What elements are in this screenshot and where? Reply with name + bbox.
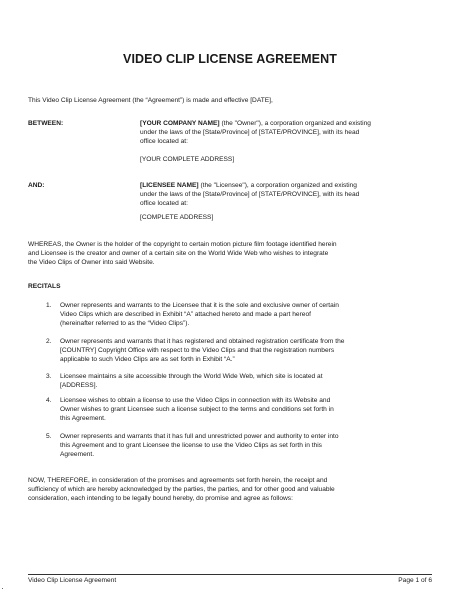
recital-line: (hereinafter referred to as the “Video Clips”).	[60, 320, 190, 328]
document-title: VIDEO CLIP LICENSE AGREEMENT	[123, 52, 337, 66]
owner-address: [YOUR COMPLETE ADDRESS]	[140, 156, 235, 163]
recital-line: Licensee wishes to obtain a license to use the Video Clips in connection with its Website and	[60, 397, 331, 404]
between-label: BETWEEN:	[28, 120, 64, 127]
and-label: AND:	[28, 182, 45, 189]
intro-paragraph: This Video Clip License Agreement (the “Agreement”) is made and effective [DATE],	[28, 97, 273, 104]
recital-line: this Agreement.	[60, 415, 106, 423]
licensee-party-line-1	[140, 181, 435, 190]
corner-mark	[2, 588, 3, 589]
recitals-heading: RECITALS	[28, 283, 61, 290]
recital-item	[46, 432, 438, 460]
recital-line: this Agreement and to grant Licensee the license to use the Video Clips as set forth in this	[60, 442, 322, 450]
licensee-party-block	[140, 181, 435, 209]
recital-number: 5.	[46, 433, 52, 440]
recital-number: 1.	[46, 302, 52, 309]
recital-line: applicable to such Video Clips are as set forth in Exhibit “A.”	[60, 356, 235, 364]
whereas-line: and Licensee is the creator and owner of a certain site on the World Wide Web who wishes to integrate	[28, 250, 329, 258]
recital-line: Owner wishes to grant Licensee such a license subject to the terms and conditions set forth in	[60, 406, 334, 414]
footer-divider	[28, 574, 432, 575]
licensee-address: [COMPLETE ADDRESS]	[140, 214, 214, 221]
recital-line: [COUNTRY] Copyright Office with respect to the Video Clips and that the registration numbers	[60, 347, 335, 355]
owner-party-block	[140, 119, 435, 147]
owner-party-line-1	[140, 119, 435, 128]
recital-line: Licensee maintains a site accessible through the World Wide Web, which site is located at	[60, 373, 323, 380]
recital-line: [ADDRESS].	[60, 382, 98, 390]
recital-item	[46, 337, 438, 365]
recital-line: Owner represents and warrants that it has registered and obtained registration certificate from the	[60, 338, 345, 345]
licensee-party-line-2: under the laws of the [State/Province] of [STATE/PROVINCE], with its head	[140, 191, 360, 199]
recital-number: 4.	[46, 397, 52, 404]
recital-item	[46, 396, 438, 424]
recital-item	[46, 301, 438, 329]
owner-party-line-3: office located at:	[140, 138, 188, 146]
recital-item	[46, 372, 438, 390]
now-therefore-line: consideration, each intending to be legally bound hereby, do promise and agree as follows:	[28, 495, 293, 503]
recital-number: 3.	[46, 373, 52, 380]
whereas-line: the Video Clips of Owner into said Website.	[28, 259, 155, 267]
recital-line: Video Clips which are described in Exhibit “A” attached hereto and made a part hereof	[60, 311, 311, 319]
whereas-paragraph	[28, 240, 438, 268]
now-therefore-line: NOW, THEREFORE, in consideration of the promises and agreements set forth herein, the receipt and	[28, 477, 328, 484]
footer-page-number: Page 1 of 6	[398, 577, 432, 584]
recital-line: Agreement.	[60, 451, 95, 459]
recital-number: 2.	[46, 338, 52, 345]
owner-line1-rest: (the "Owner"), a corporation organized and existing	[219, 120, 371, 127]
licensee-party-line-3: office located at:	[140, 200, 188, 208]
recital-line: Owner represents and warrants that it has full and unrestricted power and authority to enter into	[60, 433, 339, 440]
whereas-line: WHEREAS, the Owner is the holder of the copyright to certain motion picture film footage identified herein	[28, 241, 337, 248]
licensee-name: [LICENSEE NAME]	[140, 182, 199, 189]
now-therefore-paragraph	[28, 476, 438, 504]
recital-line: Owner represents and warrants to the Licensee that it is the sole and exclusive owner of certain	[60, 302, 339, 309]
footer-document-name: Video Clip License Agreement	[28, 577, 117, 584]
owner-party-line-2: under the laws of the [State/Province] of [STATE/PROVINCE], with its head	[140, 129, 360, 137]
now-therefore-line: sufficiency of which are hereby acknowledged by the parties, the parties, and for other good and valuable	[28, 486, 335, 494]
owner-name: [YOUR COMPANY NAME]	[140, 120, 220, 127]
licensee-line1-rest: (the "Licensee"), a corporation organized and existing	[198, 182, 357, 189]
